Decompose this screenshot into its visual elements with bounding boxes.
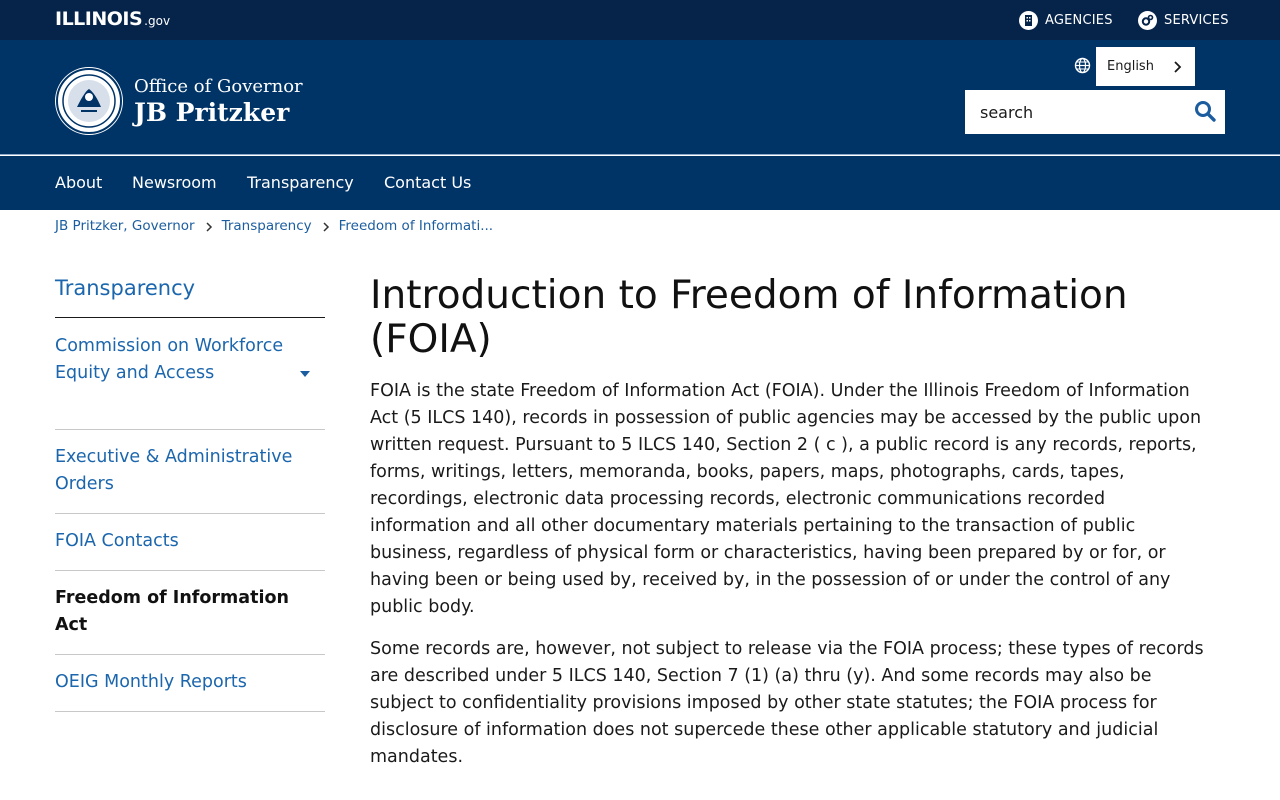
intro-paragraph: FOIA is the state Freedom of Information Act (FOIA). Under the Illinois Freedom of Information Act (5 ILCS 140), records in possession of public agencies may be accessed by the public upon written request. Pursuant to 5 ILCS 140, Section 2 ( c ), a public record is any records, reports, forms, writings, letters, memoranda, books, papers, maps, photographs, cards, tapes, recordings, electronic data processing records, electronic communications recorded information and all other documentary materials pertaining to the transaction of public business, regardless of physical form or characteristics, having been prepared by or for, or having been or being used by, received by, in the possession of or under the control of any public body. (370, 381, 1202, 617)
caret-down-icon[interactable] (300, 371, 310, 377)
building-icon (1019, 11, 1038, 30)
site-header (0, 40, 1280, 155)
state-seal-icon[interactable] (55, 67, 123, 135)
sidebar-divider (55, 317, 325, 318)
search-box (965, 90, 1225, 134)
nav-contact-us[interactable]: Contact Us (384, 173, 472, 192)
breadcrumb-foia[interactable]: Freedom of Informati... (338, 218, 494, 234)
breadcrumb-transparency[interactable]: Transparency (221, 218, 312, 234)
gears-icon (1138, 11, 1157, 30)
language-selector[interactable] (1096, 47, 1195, 86)
sidebar-divider (55, 570, 325, 571)
sidebar-divider (55, 711, 325, 712)
services-link[interactable] (1138, 10, 1229, 30)
page-title: Introduction to Freedom of Information (FOIA) (370, 273, 1128, 362)
sidebar-item-freedom-of-information-act[interactable]: Freedom of Information Act (55, 588, 289, 635)
office-title: Office of Governor (134, 76, 303, 97)
breadcrumb-governor[interactable]: JB Pritzker, Governor (55, 218, 195, 234)
sidebar-item-executive-orders[interactable]: Executive & Administrative Orders (55, 447, 293, 494)
utility-bar (0, 0, 1280, 40)
agencies-link[interactable] (1019, 10, 1113, 30)
globe-icon (1074, 57, 1091, 74)
nav-about[interactable]: About (55, 173, 103, 192)
exemptions-paragraph: Some records are, however, not subject to release via the FOIA process; these types of records are described under 5 ILCS 140, Section 7 (1) (a) thru (y). And some records may also be subject to confidentiality provisions imposed by other state statutes; the FOIA process for disclosure of information does not supercede these other applicable statutory and judicial mandates. (370, 639, 1204, 767)
sidebar-divider (55, 513, 325, 514)
chevron-right-icon (322, 222, 330, 232)
sidebar-item-workforce-equity[interactable]: Commission on Workforce Equity and Access (55, 336, 284, 383)
illinois-logo-text: ILLINOIS (55, 8, 143, 30)
sidebar-item-foia-contacts[interactable]: FOIA Contacts (55, 531, 179, 551)
agencies-label: AGENCIES (1045, 12, 1113, 28)
search-input[interactable] (965, 90, 1185, 134)
chevron-right-icon (1170, 60, 1184, 74)
sidebar-item-oeig-reports[interactable]: OEIG Monthly Reports (55, 672, 247, 692)
services-label: SERVICES (1164, 12, 1229, 28)
nav-transparency[interactable]: Transparency (247, 173, 354, 192)
language-label: English (1107, 59, 1154, 74)
sidebar-title[interactable]: Transparency (55, 276, 196, 300)
chevron-right-icon (205, 222, 213, 232)
sidebar-divider (55, 654, 325, 655)
search-icon[interactable] (1193, 99, 1217, 123)
nav-newsroom[interactable]: Newsroom (132, 173, 217, 192)
sidebar-divider (55, 429, 325, 430)
illinois-logo-suffix: .gov (144, 14, 171, 28)
illinois-gov-logo[interactable] (55, 8, 170, 32)
main-nav (0, 156, 1280, 210)
breadcrumb (55, 217, 493, 235)
governor-name[interactable]: JB Pritzker (134, 98, 290, 127)
